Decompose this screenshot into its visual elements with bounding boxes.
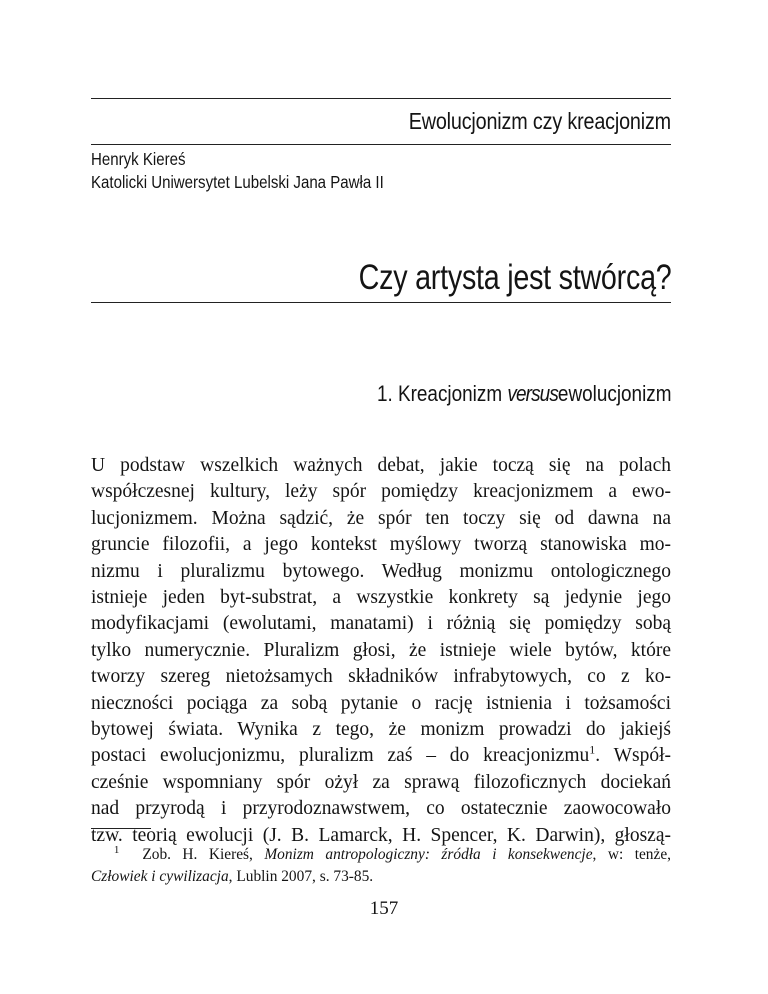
body-line: cześnie wspomniany spór ożył za sprawą filozoficznych dociekań xyxy=(91,771,671,793)
section-heading xyxy=(376,381,671,407)
body-line-with-footnote-ref xyxy=(91,743,671,769)
footnote-marker: 1 xyxy=(113,844,120,856)
header-top-rule xyxy=(91,98,671,99)
footnote-separator xyxy=(91,828,151,829)
body-line-part: . Współ- xyxy=(595,745,671,767)
body-line: gruncie filozofii, a jego kontekst myślowy tworzą stanowiska mo- xyxy=(91,534,671,556)
body-line: nieczności pociąga za sobą pytanie o rację istnienia i tożsamości xyxy=(91,692,671,714)
section-heading-italic: versus xyxy=(506,381,558,406)
body-line: lucjonizmem. Można sądzić, że spór ten toczy się od dawna na xyxy=(91,507,671,529)
body-paragraph xyxy=(91,453,671,849)
body-line: bytowej świata. Wynika z tego, że monizm prowadzi do jakiejś xyxy=(91,719,671,741)
body-line: tworzy szereg nietożsamych składników infrabytowych, co z ko- xyxy=(91,666,671,688)
footnote-line xyxy=(91,866,671,888)
footnote-text: Zob. H. Kiereś, xyxy=(142,846,265,864)
body-line: tylko numerycznie. Pluralizm głosi, że istnieje wiele bytów, które xyxy=(91,639,671,661)
footnote-reference[interactable]: 1 xyxy=(589,742,596,757)
footnote-text: , Lublin 2007, s. 73-85. xyxy=(228,868,374,886)
title-underline-rule xyxy=(91,302,671,303)
footnote-cited-book: Człowiek i cywilizacja xyxy=(91,868,229,886)
body-line: nad przyrodą i przyrodoznawstwem, co ostatecznie zaowocowało xyxy=(91,798,671,820)
body-line: tzw. teorią ewolucji (J. B. Lamarck, H. Spencer, K. Darwin), głoszą- xyxy=(91,824,671,846)
article-title: Czy artysta jest stwórcą? xyxy=(358,258,671,297)
running-header-title: Ewolucjonizm czy kreacjonizm xyxy=(408,108,671,134)
body-line-part: postaci ewolucjonizmu, pluralizm zaś – do kreacjonizmu xyxy=(91,745,590,767)
author-affiliation: Katolicki Uniwersytet Lubelski Jana Pawła II xyxy=(91,172,384,192)
section-heading-tail: ewolucjonizm xyxy=(557,381,671,406)
author-block xyxy=(91,148,384,194)
header-bottom-rule xyxy=(91,144,671,145)
footnote-text: , w: tenże, xyxy=(592,846,672,864)
section-heading-main: 1. Kreacjonizm xyxy=(376,381,502,406)
body-line: nizmu i pluralizmu bytowego. Według monizmu ontologicznego xyxy=(91,560,671,582)
footnote xyxy=(91,839,671,888)
footnote-line xyxy=(91,839,671,866)
author-name: Henryk Kiereś xyxy=(91,149,186,169)
footnote-cited-title: Monizm antropologiczny: źródła i konsekwencje xyxy=(264,846,593,864)
page-number: 157 xyxy=(369,898,399,919)
body-line: współczesnej kultury, leży spór pomiędzy kreacjonizmem a ewo- xyxy=(91,481,671,503)
body-line: U podstaw wszelkich ważnych debat, jakie toczą się na polach xyxy=(91,455,671,476)
body-line: istnieje jeden byt-substrat, a wszystkie konkrety są jedynie jego xyxy=(91,587,671,609)
body-line: modyfikacjami (ewolutami, manatami) i różnią się pomiędzy sobą xyxy=(91,613,671,635)
